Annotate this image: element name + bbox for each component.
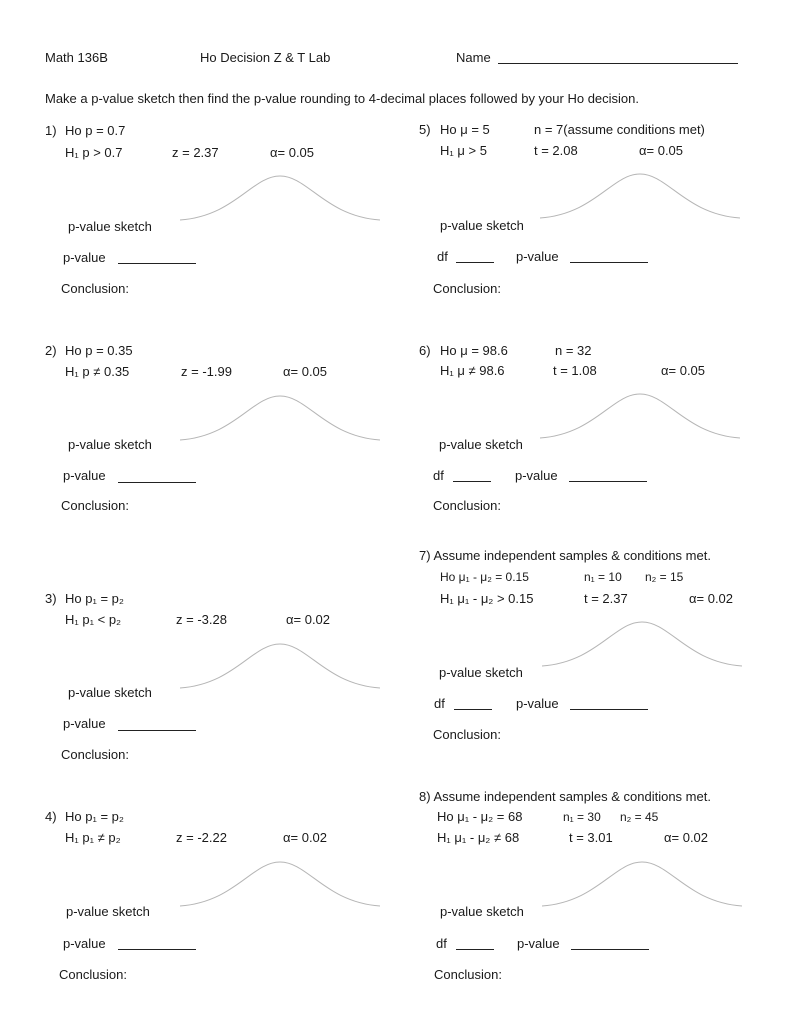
alpha-level: α= 0.02 — [286, 612, 331, 627]
df-blank[interactable] — [456, 949, 494, 950]
test-statistic: z = -1.99 — [181, 364, 232, 379]
null-hypothesis: Ho p₁ = p₂ — [65, 809, 124, 824]
pvalue-blank[interactable] — [118, 949, 196, 950]
pvalue-label: p-value — [63, 716, 106, 731]
normal-curve-sketch — [180, 172, 380, 224]
df-label: df — [433, 468, 444, 483]
alt-hypothesis: H₁ p > 0.7 — [65, 145, 123, 160]
df-blank[interactable] — [456, 262, 494, 263]
sketch-label: p-value sketch — [440, 218, 524, 233]
df-label: df — [436, 936, 447, 951]
problem-number: 1) — [45, 123, 57, 138]
problem-number: 2) — [45, 343, 57, 358]
null-hypothesis: Ho μ₁ - μ₂ = 68 — [437, 809, 523, 824]
conclusion-label: Conclusion: — [434, 967, 502, 982]
sketch-label: p-value sketch — [68, 437, 152, 452]
normal-curve-sketch — [180, 858, 380, 910]
pvalue-blank[interactable] — [571, 949, 649, 950]
df-blank[interactable] — [453, 481, 491, 482]
name-blank[interactable] — [498, 63, 738, 64]
alt-hypothesis: H₁ μ > 5 — [440, 143, 487, 158]
name-label: Name — [456, 50, 491, 65]
normal-curve-sketch — [540, 390, 740, 442]
test-statistic: t = 2.08 — [534, 143, 578, 158]
problem-title: 7) Assume independent samples & conditions met. — [419, 548, 711, 563]
sample-size-1: n₁ = 10 — [584, 570, 622, 584]
pvalue-label: p-value — [63, 250, 106, 265]
alt-hypothesis: H₁ p ≠ 0.35 — [65, 364, 130, 379]
normal-curve-sketch — [180, 640, 380, 692]
pvalue-blank[interactable] — [570, 709, 648, 710]
pvalue-blank[interactable] — [569, 481, 647, 482]
alpha-level: α= 0.05 — [661, 363, 706, 378]
alpha-level: α= 0.05 — [639, 143, 684, 158]
sketch-label: p-value sketch — [440, 904, 524, 919]
alt-hypothesis: H₁ μ₁ - μ₂ ≠ 68 — [437, 830, 520, 845]
conclusion-label: Conclusion: — [61, 281, 129, 296]
sample-size: n = 7(assume conditions met) — [534, 122, 705, 137]
normal-curve-sketch — [542, 618, 742, 670]
alt-hypothesis: H₁ μ₁ - μ₂ > 0.15 — [440, 591, 534, 606]
course-name: Math 136B — [45, 50, 108, 65]
test-statistic: t = 2.37 — [584, 591, 628, 606]
pvalue-label: p-value — [516, 249, 559, 264]
problem-number: 6) — [419, 343, 431, 358]
null-hypothesis: Ho p = 0.35 — [65, 343, 133, 358]
pvalue-label: p-value — [63, 936, 106, 951]
null-hypothesis: Ho p₁ = p₂ — [65, 591, 124, 606]
instructions: Make a p-value sketch then find the p-value rounding to 4-decimal places followed by your Ho decision. — [45, 91, 640, 106]
sample-size-2: n₂ = 15 — [645, 570, 684, 584]
problem-number: 3) — [45, 591, 57, 606]
null-hypothesis: Ho μ = 98.6 — [440, 343, 508, 358]
sketch-label: p-value sketch — [68, 219, 152, 234]
normal-curve-sketch — [540, 170, 740, 222]
alt-hypothesis: H₁ p₁ < p₂ — [65, 612, 122, 627]
test-statistic: t = 1.08 — [553, 363, 597, 378]
null-hypothesis: Ho μ = 5 — [440, 122, 490, 137]
sketch-label: p-value sketch — [439, 665, 523, 680]
pvalue-blank[interactable] — [570, 262, 648, 263]
sketch-label: p-value sketch — [439, 437, 523, 452]
normal-curve-sketch — [180, 392, 380, 444]
sample-size-1: n₁ = 30 — [563, 810, 601, 824]
conclusion-label: Conclusion: — [433, 727, 501, 742]
pvalue-label: p-value — [517, 936, 560, 951]
df-label: df — [437, 249, 448, 264]
test-statistic: z = 2.37 — [172, 145, 219, 160]
alpha-level: α= 0.02 — [664, 830, 709, 845]
pvalue-label: p-value — [63, 468, 106, 483]
conclusion-label: Conclusion: — [61, 498, 129, 513]
conclusion-label: Conclusion: — [61, 747, 129, 762]
pvalue-blank[interactable] — [118, 263, 196, 264]
df-blank[interactable] — [454, 709, 492, 710]
conclusion-label: Conclusion: — [433, 498, 501, 513]
conclusion-label: Conclusion: — [59, 967, 127, 982]
sample-size-2: n₂ = 45 — [620, 810, 659, 824]
alpha-level: α= 0.05 — [283, 364, 328, 379]
test-statistic: z = -2.22 — [176, 830, 227, 845]
test-statistic: t = 3.01 — [569, 830, 613, 845]
pvalue-label: p-value — [516, 696, 559, 711]
alpha-level: α= 0.02 — [689, 591, 734, 606]
alpha-level: α= 0.02 — [283, 830, 328, 845]
problem-title: 8) Assume independent samples & conditions met. — [419, 789, 711, 804]
test-statistic: z = -3.28 — [176, 612, 227, 627]
sketch-label: p-value sketch — [68, 685, 152, 700]
null-hypothesis: Ho p = 0.7 — [65, 123, 126, 138]
sample-size: n = 32 — [555, 343, 592, 358]
problem-number: 5) — [419, 122, 431, 137]
alt-hypothesis: H₁ p₁ ≠ p₂ — [65, 830, 121, 845]
problem-number: 4) — [45, 809, 57, 824]
sketch-label: p-value sketch — [66, 904, 150, 919]
worksheet-title: Ho Decision Z & T Lab — [200, 50, 331, 65]
pvalue-blank[interactable] — [118, 730, 196, 731]
alt-hypothesis: H₁ μ ≠ 98.6 — [440, 363, 505, 378]
normal-curve-sketch — [542, 858, 742, 910]
null-hypothesis: Ho μ₁ - μ₂ = 0.15 — [440, 570, 529, 584]
pvalue-label: p-value — [515, 468, 558, 483]
alpha-level: α= 0.05 — [270, 145, 315, 160]
df-label: df — [434, 696, 445, 711]
pvalue-blank[interactable] — [118, 482, 196, 483]
conclusion-label: Conclusion: — [433, 281, 501, 296]
